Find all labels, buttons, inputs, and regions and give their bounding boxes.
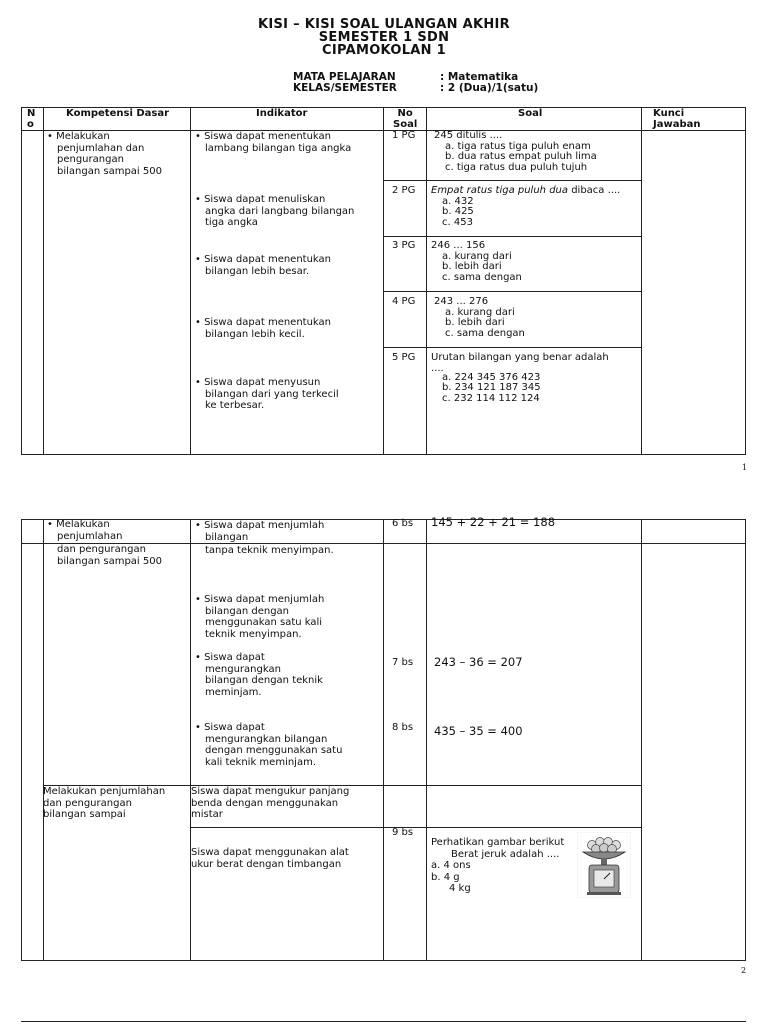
question-number-6: 6 bs	[392, 518, 414, 529]
indikator-5: • Siswa dapat menyusun bilangan dari yang terkecil ke terbesar.	[195, 377, 339, 412]
indikator-8: • Siswa dapat mengurangkan bilangan dengan teknik meminjam.	[195, 652, 323, 698]
indikator-2: • Siswa dapat menuliskan angka dari langbang bilangan tiga angka	[195, 194, 354, 229]
kd-text-p1: • Melakukan penjumlahan dan pengurangan bilangan sampai 500	[47, 131, 162, 177]
subject-label: MATA PELAJARAN	[293, 71, 396, 83]
question-7: 243 – 36 = 207	[434, 655, 523, 669]
kd-text-p2: • Melakukan penjumlahan	[47, 519, 122, 542]
indikator-6: • Siswa dapat menjumlah bilangan	[195, 520, 324, 543]
col-indikator-header: Indikator	[256, 108, 308, 119]
indikator-6-cont: tanpa teknik menyimpan.	[205, 545, 334, 556]
col-soal-header: Soal	[518, 108, 543, 119]
question-number-9: 9 bs	[392, 827, 414, 838]
question-number-3: 3 PG	[392, 240, 416, 251]
question-6: 145 + 22 + 21 = 188	[431, 515, 556, 529]
question-4: 243 ... 276 a. kurang dari b. lebih dari c. sama dengan	[434, 296, 525, 339]
question-1: 245 ditulis .... a. tiga ratus tiga puluh enam b. dua ratus empat puluh lima c. tiga ratus dua puluh tujuh	[434, 130, 597, 173]
table-page3-edge	[21, 1021, 746, 1022]
question-number-2: 2 PG	[392, 185, 416, 196]
class-value: : 2 (Dua)/1(satu)	[440, 82, 539, 94]
page-number-1: 1	[742, 463, 748, 472]
doc-title-line3: CIPAMOKOLAN 1	[322, 43, 446, 58]
col-kunci-header: Kunci Jawaban	[653, 108, 701, 130]
doc-title-line2: SEMESTER 1 SDN	[318, 30, 450, 45]
question-5: Urutan bilangan yang benar adalah .... a. 224 345 376 423 b. 234 121 187 345 c. 232 114 112 124	[431, 352, 609, 404]
question-number-5: 5 PG	[392, 352, 416, 363]
question-3: 246 ... 156 a. kurang dari b. lebih dari c. sama dengan	[431, 240, 522, 283]
class-label: KELAS/SEMESTER	[293, 82, 397, 94]
indikator-1: • Siswa dapat menentukan lambang bilangan tiga angka	[195, 131, 351, 154]
question-number-1: 1 PG	[392, 130, 416, 141]
question-2: Empat ratus tiga puluh dua dibaca .... a. 432 b. 425 c. 453	[431, 185, 621, 228]
doc-title-line1: KISI – KISI SOAL ULANGAN AKHIR	[257, 17, 510, 32]
question-number-8: 8 bs	[392, 722, 414, 733]
question-8: 435 – 35 = 400	[434, 724, 523, 738]
page-number-2: 2	[741, 966, 747, 975]
indikator-9: • Siswa dapat mengurangkan bilangan dengan menggunakan satu kali teknik meminjam.	[195, 722, 342, 768]
indikator-3: • Siswa dapat menentukan bilangan lebih besar.	[195, 254, 331, 277]
indikator-4: • Siswa dapat menentukan bilangan lebih kecil.	[195, 317, 331, 340]
indikator-7: • Siswa dapat menjumlah bilangan dengan menggunakan satu kali teknik menyimpan.	[195, 594, 324, 640]
weighing-scale-image	[577, 832, 631, 898]
kd-text-p2-cont: dan pengurangan bilangan sampai 500	[57, 544, 162, 567]
col-no-header: N o	[27, 108, 36, 130]
indikator-10: Siswa dapat mengukur panjang benda dengan menggunakan mistar	[191, 786, 350, 820]
col-kompetensi-header: Kompetensi Dasar	[66, 108, 170, 119]
subject-value: : Matematika	[440, 71, 519, 83]
col-nosoal-header: No Soal	[393, 108, 418, 130]
question-number-7: 7 bs	[392, 657, 414, 668]
question-number-4: 4 PG	[392, 296, 416, 307]
question-9: Perhatikan gambar berikut Berat jeruk adalah .... a. 4 ons b. 4 g 4 kg	[431, 837, 565, 894]
kd-text-p2-second: Melakukan penjumlahan dan pengurangan bilangan sampai	[43, 786, 166, 820]
indikator-11: Siswa dapat menggunakan alat ukur berat dengan timbangan	[191, 847, 349, 870]
